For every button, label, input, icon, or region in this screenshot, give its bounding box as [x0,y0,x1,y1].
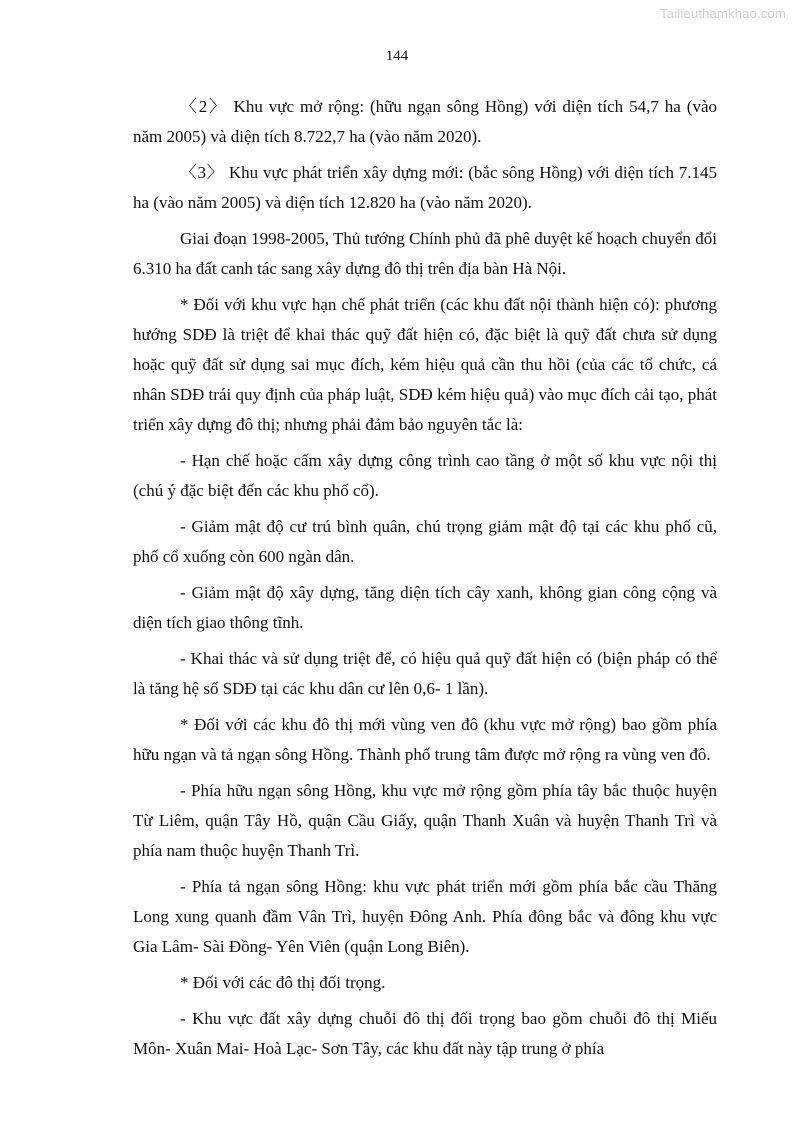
paragraph: - Hạn chế hoặc cấm xây dựng công trình cao tầng ở một số khu vực nội thị (chú ý đặc biệt đến các khu phố cổ). [133,451,717,500]
paragraph: * Đối với khu vực hạn chế phát triển (các khu đất nội thành hiện có): phương hướng SDĐ là triệt để khai thác quỹ đất hiện có, đặc biệt là quỹ đất chưa sử dụng hoặc quỹ đất sử dụng sai mục đích, kém hiệu quả cần thu hồi (của các tổ chức, cá nhân SDĐ trái quy định của pháp luật, SDĐ kém hiệu quả) vào mục đích cải tạo, phát triển xây dựng đô thị; nhưng phải đảm bảo nguyên tắc là: [133,295,717,434]
page-number: 144 [385,48,409,64]
paragraph: - Khai thác và sử dụng triệt để, có hiệu quả quỹ đất hiện có (biện pháp có thể là tăng hệ số SDĐ tại các khu dân cư lên 0,6- 1 lần). [133,649,717,698]
paragraph: Giai đoạn 1998-2005, Thủ tướng Chính phủ đã phê duyệt kế hoạch chuyển đổi 6.310 ha đất canh tác sang xây dựng đô thị trên địa bàn Hà Nội. [133,229,717,278]
paragraph: - Phía hữu ngạn sông Hồng, khu vực mở rộng gồm phía tây bắc thuộc huyện Từ Liêm, quận Tây Hồ, quận Cầu Giấy, quận Thanh Xuân và huyện Thanh Trì và phía nam thuộc huyện Thanh Trì. [133,781,717,860]
paragraph: - Phía tả ngạn sông Hồng: khu vực phát triển mới gồm phía bắc cầu Thăng Long xung quanh đầm Vân Trì, huyện Đông Anh. Phía đông bắc và đông khu vực Gia Lâm- Sài Đồng- Yên Viên (quận Long Biên). [133,877,717,956]
paragraph: * Đối với các đô thị đối trọng. [180,973,386,992]
document-body [133,92,717,1070]
paragraph: 〈2〉 Khu vực mở rộng: (hữu ngạn sông Hồng) với diện tích 54,7 ha (vào năm 2005) và diện tích 8.722,7 ha (vào năm 2020). [133,97,717,146]
paragraph: 〈3〉 Khu vực phát triển xây dựng mới: (bắc sông Hồng) với diện tích 7.145 ha (vào năm 2005) và diện tích 12.820 ha (vào năm 2020). [133,163,717,212]
paragraph: * Đối với các khu đô thị mới vùng ven đô (khu vực mở rộng) bao gồm phía hữu ngạn và tả ngạn sông Hồng. Thành phố trung tâm được mở rộng ra vùng ven đô. [133,715,717,764]
paragraph: - Khu vực đất xây dựng chuỗi đô thị đối trọng bao gồm chuỗi đô thị Miếu Môn- Xuân Mai- Hoà Lạc- Sơn Tây, các khu đất này tập trung ở phía [133,1009,717,1058]
paragraph: - Giảm mật độ xây dựng, tăng diện tích cây xanh, không gian công cộng và diện tích giao thông tĩnh. [133,583,717,632]
paragraph: - Giảm mật độ cư trú bình quân, chú trọng giảm mật độ tại các khu phố cũ, phố cổ xuống còn 600 ngàn dân. [133,517,717,566]
watermark-text: Tailieuthamkhao.com [660,6,786,21]
